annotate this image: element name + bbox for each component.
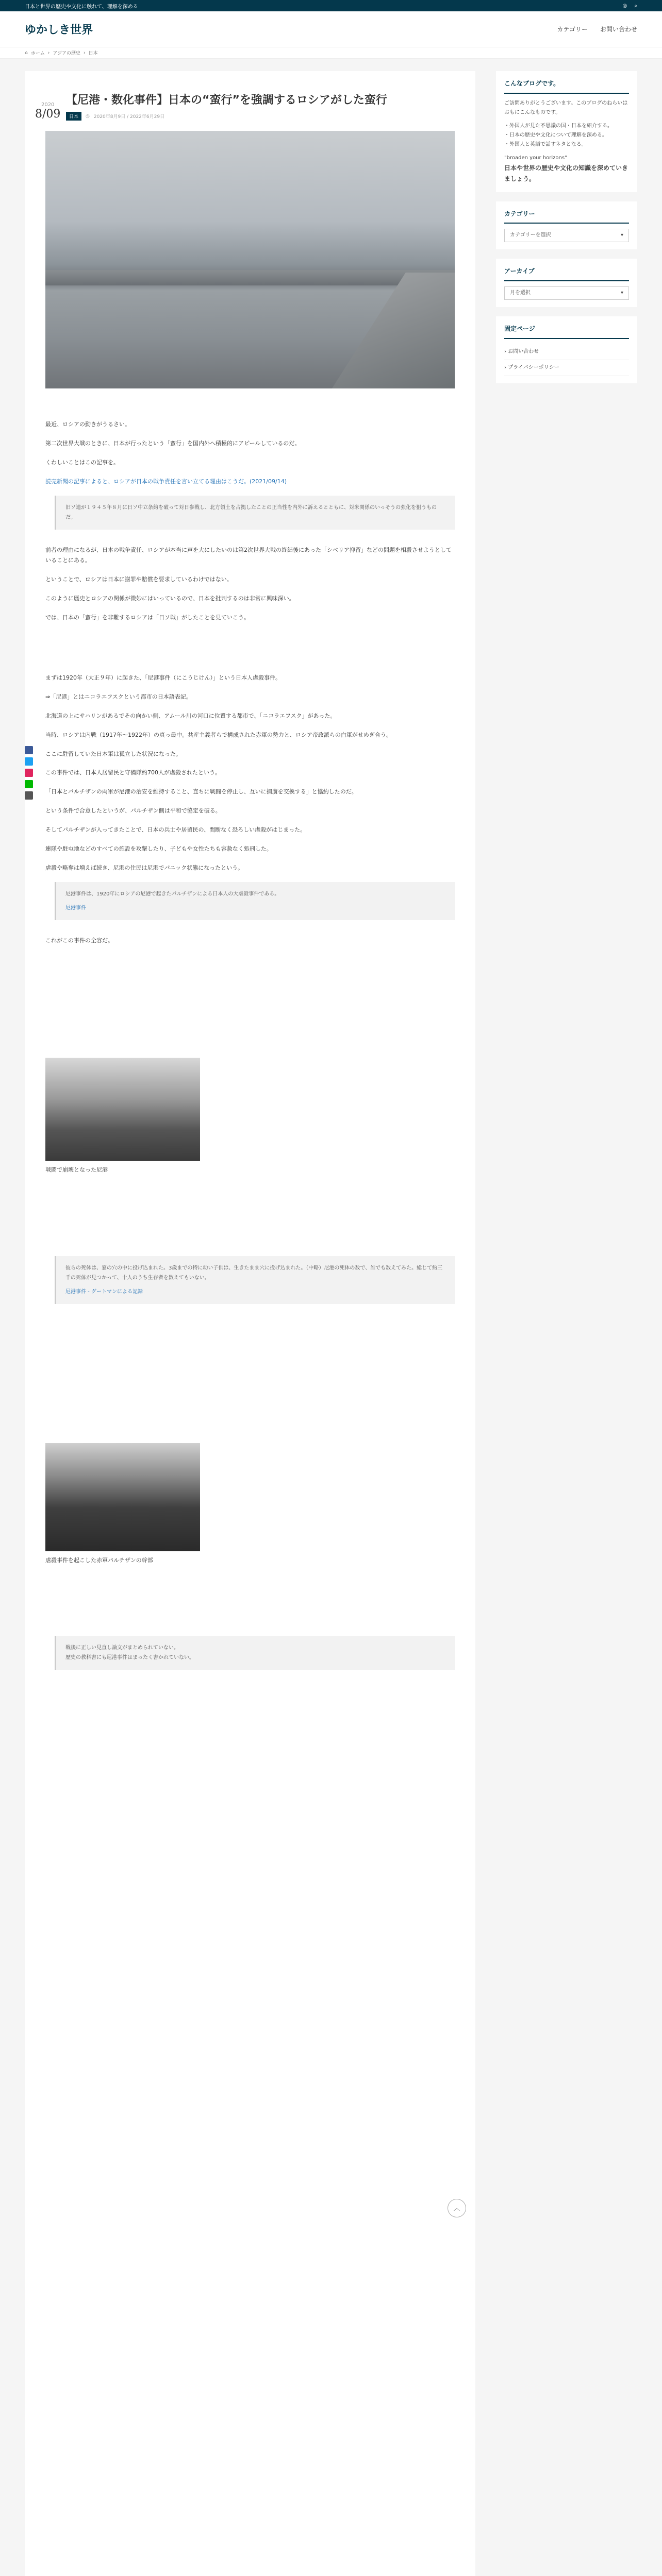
breadcrumb-category[interactable]: アジアの歴史 xyxy=(53,51,80,56)
breadcrumb-home[interactable]: ホーム xyxy=(30,51,45,56)
paragraph: このように歴史とロシアの関係が微妙にはいっているので、日本を批判するのは非常に興味深い。 xyxy=(45,595,295,602)
breadcrumb-current[interactable]: 日本 xyxy=(88,51,98,56)
category-select-value: カテゴリーを選択 xyxy=(510,232,551,239)
paragraph: まずは1920年（大正９年）に起きた、「尼港事件（にこうじけん）」という日本人虐殺事件。 xyxy=(45,674,281,682)
page-link-label: お問い合わせ xyxy=(508,348,539,354)
facebook-icon[interactable] xyxy=(25,746,33,754)
blockquote xyxy=(55,496,455,530)
blockquote xyxy=(55,882,455,920)
chevron-down-icon: ▾ xyxy=(620,232,623,239)
paragraph: これがこの事件の全容だ。 xyxy=(45,937,113,944)
hero-near-shore xyxy=(332,273,455,388)
paragraph: 前者の理由になるが、日本の戦争責任、ロシアが本当に声を大にしたいのは第2次世界大戦の終結後にあった「シベリア抑留」などの問題を相殺させようとしていることにある。 xyxy=(45,546,452,564)
page-link-label: プライバシーポリシー xyxy=(508,364,559,370)
about-extra: "broaden your horizons" xyxy=(504,155,567,161)
site-header xyxy=(0,11,662,47)
category-widget xyxy=(496,201,637,250)
chevron-up-icon: ︿ xyxy=(453,2205,461,2213)
blockquote xyxy=(55,1256,455,1304)
chevron-right-icon: › xyxy=(504,364,508,370)
article-main xyxy=(25,71,475,2576)
post-dates: 2020年8月9日 / 2022年6月29日 xyxy=(93,114,165,120)
paragraph: 第二次世界大戦のときに、日本が行ったという「蛮行」を国内外へ積極的にアピールしているのだ。 xyxy=(45,439,301,447)
archive-widget xyxy=(496,259,637,307)
share-buttons xyxy=(25,746,33,800)
paragraph: くわしいことはこの記事を。 xyxy=(45,459,119,466)
category-badge[interactable]: 日本 xyxy=(66,112,81,121)
hero-far-shore xyxy=(45,270,455,285)
paragraph: ⇒「尼港」とはニコラエフスクという都市の日本語表記。 xyxy=(45,693,192,700)
site-logo[interactable]: ゆかしき世界 xyxy=(25,24,93,37)
blockquote xyxy=(55,1636,455,1670)
post-monthday: 8/09 xyxy=(35,108,61,121)
paragraph: 当時、ロシアは内戦（1917年〜1922年）の真っ最中。共産主義者らで構成された赤軍の勢力と、ロシア帝政派らの白軍がせめぎ合う。 xyxy=(45,731,392,738)
sidebar xyxy=(496,71,637,2576)
image-caption: 虐殺事件を起こした赤軍パルチザンの幹部 xyxy=(45,1556,153,1564)
pocket-icon[interactable] xyxy=(25,769,33,777)
hero-image xyxy=(45,131,455,388)
paragraph: 虐殺や略奪は増えば続き、尼港の住民は尼港でパニック状態になったという。 xyxy=(45,864,244,871)
archive-widget-title: アーカイブ xyxy=(504,266,629,281)
page-link-contact[interactable] xyxy=(504,344,629,360)
category-widget-title: カテゴリー xyxy=(504,209,629,224)
quote-text: 戦後に正しい見直し論文がまとめられていない。 xyxy=(65,1645,179,1651)
post-date xyxy=(35,102,60,121)
copy-link-icon[interactable] xyxy=(25,791,33,800)
chevron-right-icon: › xyxy=(83,50,86,56)
paragraph: 連隊や駐屯地などのすべての施設を攻撃したり、子どもや女性たちも容赦なく処刑した。 xyxy=(45,845,272,853)
about-text: ご訪問ありがとうございます。このブログのねらいはおもにこんなものです。 xyxy=(504,100,628,115)
quote-source-link[interactable]: 尼港事件 - グートマンによる記録 xyxy=(65,1289,143,1295)
rss-icon[interactable]: ◎ xyxy=(622,3,627,9)
search-icon[interactable]: ⌕ xyxy=(634,3,637,9)
partisan-group-photo xyxy=(45,1443,200,1551)
paragraph: 「日本とパルチザンの両軍が尼港の治安を維持すること、直ちに戦闘を停止し、互いに捕虜を交換する」と協約したのだ。 xyxy=(45,788,357,795)
pages-widget xyxy=(496,316,637,383)
category-select[interactable] xyxy=(504,229,629,242)
top-bar xyxy=(0,0,662,11)
chevron-right-icon: › xyxy=(47,50,50,56)
social-icons xyxy=(623,3,637,9)
site-tagline: 日本と世界の歴史や文化に触れて、理解を深める xyxy=(25,4,138,10)
article-body xyxy=(45,419,455,1670)
about-point: ・外国人が見た不思議の国・日本を紹介する。 xyxy=(504,123,613,129)
post-year: 2020 xyxy=(41,102,55,108)
home-icon[interactable]: ⌂ xyxy=(25,50,28,56)
line-icon[interactable] xyxy=(25,780,33,788)
paragraph: 最近、ロシアの動きがうるさい。 xyxy=(45,421,130,428)
archive-select[interactable] xyxy=(504,286,629,300)
paragraph: この事件では、日本人居留民と守備隊約700人が虐殺されたという。 xyxy=(45,769,221,776)
about-widget xyxy=(496,71,637,192)
about-point: ・日本の歴史や文化について理解を深める。 xyxy=(504,132,607,138)
image-caption: 戦闘で崩壊となった尼港 xyxy=(45,1166,108,1173)
article-meta xyxy=(45,112,455,121)
quote-text: 彼らの死体は、窓の穴の中に投げ込まれた。3歳までの特に幼い子供は、生きたまま穴に投げ込まれた。（中略）尼港の死体の数で、誰でも数えてみた。総じて約三千の死体が見つかって、十人のうち生存者を数えてもいない。 xyxy=(65,1265,443,1281)
pages-widget-title: 固定ページ xyxy=(504,324,629,339)
page-top-button[interactable] xyxy=(448,2199,466,2217)
twitter-icon[interactable] xyxy=(25,757,33,766)
ruins-photo xyxy=(45,1058,200,1161)
archive-select-value: 月を選択 xyxy=(510,290,531,296)
pages-list xyxy=(504,344,629,376)
paragraph: ここに駐留していた日本軍は孤立した状況になった。 xyxy=(45,750,181,757)
paragraph: ということで、ロシアは日本に謝罪や賠償を要求しているわけではない。 xyxy=(45,576,233,583)
nav-item-contact[interactable]: お問い合わせ xyxy=(600,26,637,33)
paragraph: では、日本の「蛮行」を非難するロシアは「日ソ戦」がしたことを見ていこう。 xyxy=(45,614,250,621)
paragraph: そしてパルチザンが入ってきたことで、日本の兵士や居留民の、間断なく恐ろしい虐殺がはじまった。 xyxy=(45,826,306,834)
about-sub: 日本や世界の歴史や文化の知識を深めていきましょう。 xyxy=(504,164,628,183)
article-title: 【尼港・数化事件】日本の“蛮行”を強調するロシアがした蛮行 xyxy=(66,94,387,107)
related-link[interactable]: 読売新聞の記事によると、ロシアが日本の戦争責任を言い立てる理由はこうだ。(2021/09/14) xyxy=(45,478,287,485)
about-point: ・外国人と英語で話すネタとなる。 xyxy=(504,141,587,147)
nav-item-category[interactable]: カテゴリー xyxy=(557,26,588,33)
paragraph: 北海道の上にサハリンがあるでその向かい側、アムール川の河口に位置する都市で、「ニコラエフスク」があった。 xyxy=(45,712,336,719)
quote-source-link[interactable]: 尼港事件 xyxy=(65,905,86,911)
chevron-right-icon: › xyxy=(504,348,508,354)
paragraph: という条件で合意したというが、パルチザン側は平和で協定を破る。 xyxy=(45,807,221,815)
breadcrumb xyxy=(0,47,662,59)
chevron-down-icon: ▾ xyxy=(620,290,623,296)
quote-text: 歴史の教科書にも尼港事件はまったく書かれていない。 xyxy=(65,1655,194,1661)
clock-icon: ◷ xyxy=(86,113,90,119)
quote-text: 尼港事件は、1920年にロシアの尼港で起きたパルチザンによる日本人の大虐殺事件である。 xyxy=(65,891,280,897)
quote-text: 旧ソ連が１９４５年８月に日ソ中立条約を破って対日参戦し、北方領土を占拠したことの正当性を内外に訴えるとともに、対米関係のいっそうの強化を狙うものだ。 xyxy=(65,504,437,520)
global-nav xyxy=(557,25,637,33)
page-link-privacy[interactable] xyxy=(504,360,629,376)
about-title: こんなブログです。 xyxy=(504,78,629,94)
